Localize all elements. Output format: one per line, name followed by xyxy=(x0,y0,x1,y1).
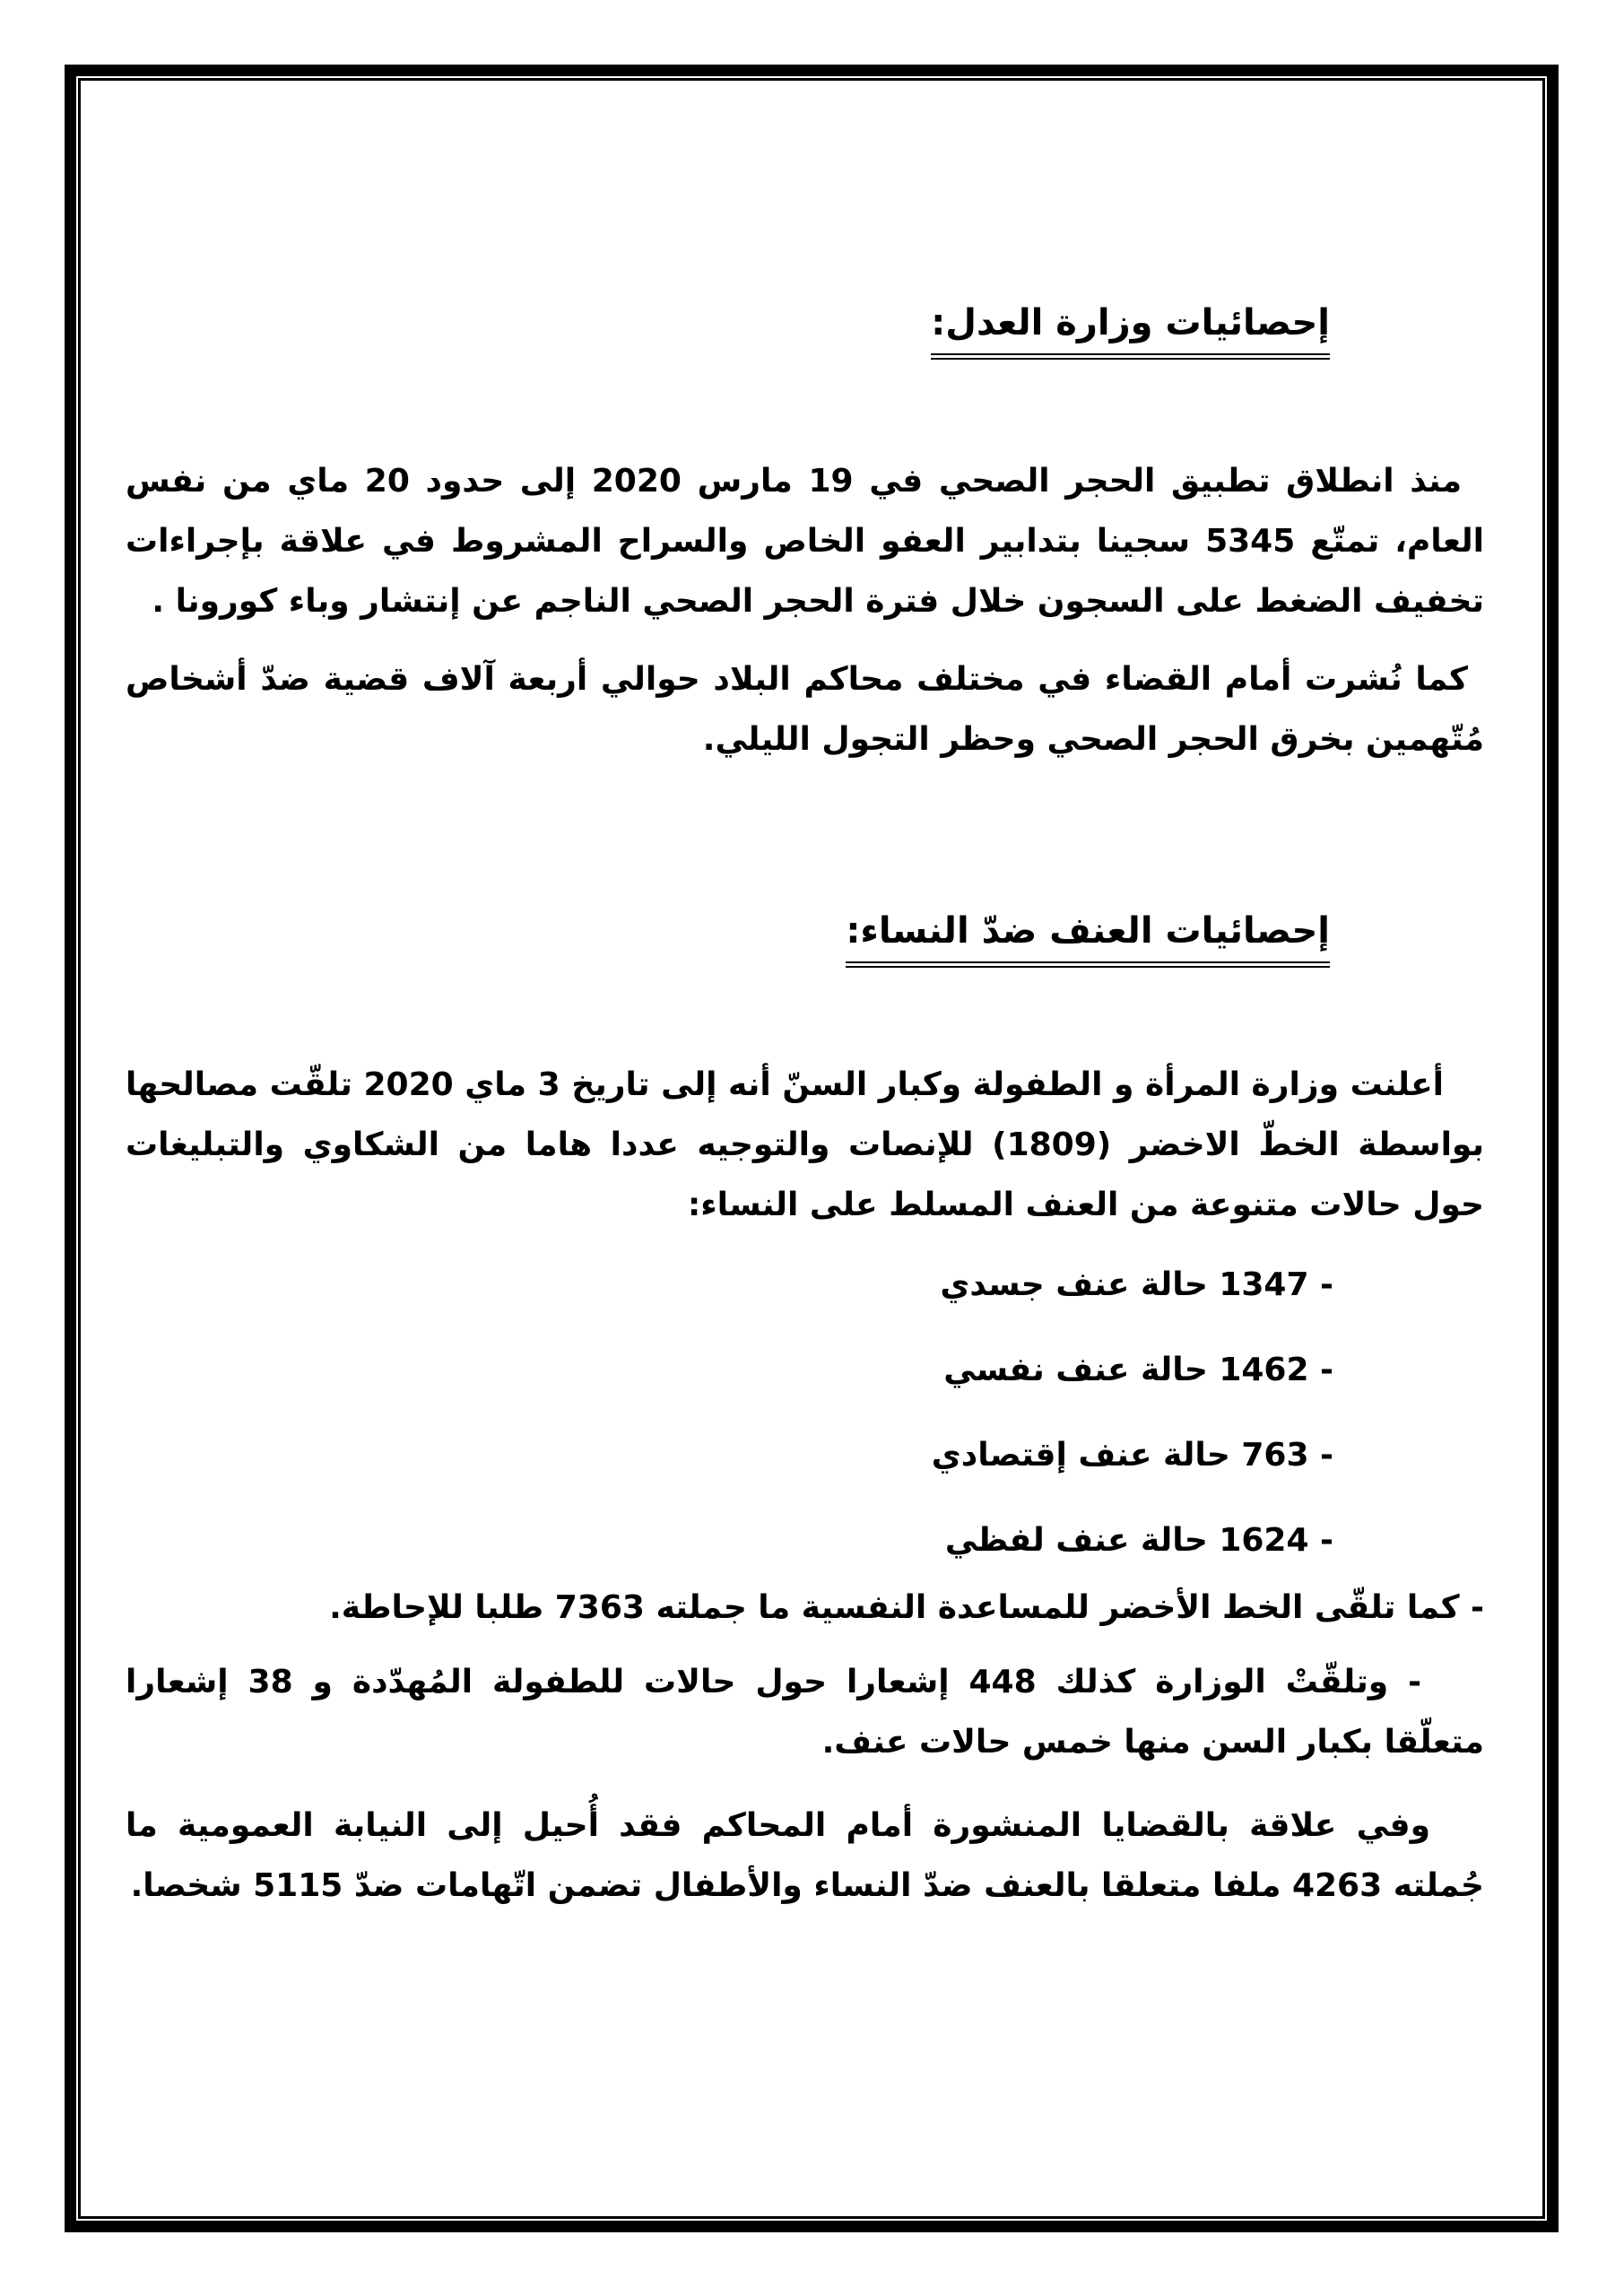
case-economic-violence: - 763 حالة عنف إقتصادي xyxy=(931,1437,1333,1474)
justice-statistics-heading xyxy=(126,298,1484,360)
case-verbal-violence: - 1624 حالة عنف لفظي xyxy=(944,1522,1333,1559)
document-content xyxy=(126,298,1484,1916)
violence-cases-list xyxy=(126,1255,1484,1570)
psychological-support-line: - كما تلقّى الخط الأخضر للمساعدة النفسية ما جملته 7363 طلبا للإحاطة. xyxy=(329,1589,1484,1626)
women-violence-heading-text: إحصائيات العنف ضدّ النساء: xyxy=(846,906,1330,968)
case-psychological-violence: - 1462 حالة عنف نفسي xyxy=(943,1352,1333,1388)
judicial-referrals-paragraph: وفي علاقة بالقضايا المنشورة أمام المحاكم فقد أُحيل إلى النيابة العمومية ما جُملته 4263 ملفا متعلقا بالعنف ضدّ النساء والأطفال تضمن اتّهامات ضدّ 5115 شخصا. xyxy=(126,1807,1484,1904)
case-physical-violence: - 1347 حالة عنف جسدي xyxy=(940,1266,1333,1303)
court-cases-paragraph: كما نُشرت أمام القضاء في مختلف محاكم البلاد حوالي أربعة آلاف قضية ضدّ أشخاص مُتّهمين بخرق الحجر الصحي وحظر التجول الليلي. xyxy=(126,661,1484,758)
women-violence-heading xyxy=(126,906,1484,968)
quarantine-amnesty-paragraph: منذ انطلاق تطبيق الحجر الصحي في 19 مارس 2020 إلى حدود 20 ماي من نفس العام، تمتّع 5345 سجينا بتدابير العفو الخاص والسراح المشروط في علاقة بإجراءات تخفيف الضغط على السجون خلال فترة الحجر الصحي الناجم عن إنتشار وباء كورونا . xyxy=(126,463,1484,620)
women-ministry-intro-paragraph: أعلنت وزارة المرأة و الطفولة وكبار السنّ أنه إلى تاريخ 3 ماي 2020 تلقّت مصالحها بواسطة الخطّ الاخضر (1809) للإنصات والتوجيه عددا هاما من الشكاوي والتبليغات حول حالات متنوعة من العنف المسلط على النساء: xyxy=(126,1066,1485,1223)
ministry-alerts-paragraph: - وتلقّتْ الوزارة كذلك 448 إشعارا حول حالات للطفولة المُهدّدة و 38 إشعارا متعلّقا بكبار السن منها خمس حالات عنف. xyxy=(126,1664,1484,1761)
justice-statistics-heading-text: إحصائيات وزارة العدل: xyxy=(931,298,1330,360)
